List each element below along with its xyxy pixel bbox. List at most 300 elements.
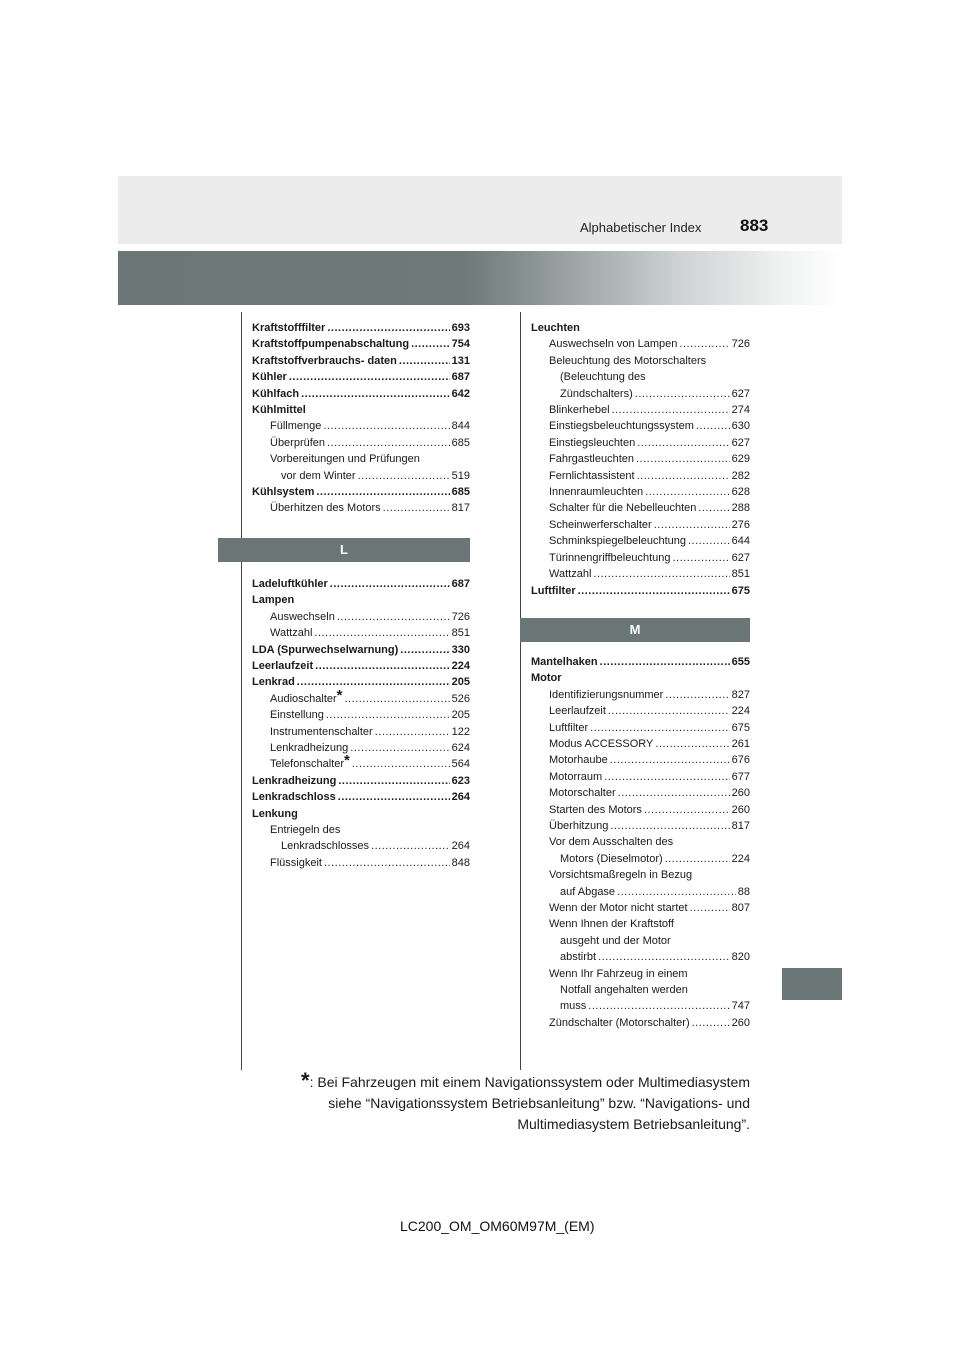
- index-entry-text: Fernlichtassistent: [549, 469, 635, 482]
- index-entry-text: Audioschalter: [270, 692, 337, 705]
- index-entry: [531, 386, 750, 402]
- index-entry: [252, 625, 470, 641]
- index-entry-text: muss: [560, 1000, 587, 1013]
- index-entry: [531, 517, 750, 533]
- index-entry-text: Überhitzung: [549, 819, 609, 832]
- index-entry: [252, 500, 470, 516]
- dot-leader: [383, 500, 450, 516]
- index-entry-page: 675: [731, 584, 750, 597]
- index-entry-label: [252, 353, 397, 369]
- index-entry-label: [560, 851, 663, 867]
- index-entry-label: [281, 468, 356, 484]
- index-entry-label: [270, 418, 321, 434]
- dot-leader: [610, 818, 729, 834]
- index-entry-label: [549, 566, 591, 582]
- index-entry-text: vor dem Winter: [281, 469, 356, 482]
- index-entry: [531, 900, 750, 916]
- index-entry: [531, 687, 750, 703]
- index-entry-text: Zündschalter (Motorschalter): [549, 1016, 690, 1029]
- index-entry-page: 526: [451, 692, 470, 705]
- dot-leader: [337, 609, 450, 625]
- index-entry-page: 807: [731, 902, 750, 914]
- index-entry-page: 261: [731, 737, 750, 750]
- index-entry-label: [549, 451, 634, 467]
- dot-leader: [644, 802, 730, 818]
- index-entry-page: 282: [731, 469, 750, 482]
- index-entry-label: [549, 550, 671, 566]
- index-entry-text: Einstellung: [270, 709, 324, 722]
- index-entry-page: 693: [451, 322, 470, 334]
- dot-leader: [673, 550, 730, 566]
- index-entry-label: [531, 654, 598, 670]
- index-entry: Notfall angehalten werden: [560, 984, 688, 997]
- index-entry: [531, 818, 750, 834]
- dot-leader: [411, 336, 450, 352]
- dot-leader: [688, 533, 730, 549]
- index-entry-label: [252, 484, 314, 500]
- dot-leader: [324, 855, 450, 871]
- header-gradient-bar: [118, 251, 842, 305]
- index-entry: (Beleuchtung des: [560, 371, 646, 384]
- letter-heading-l: L: [218, 538, 470, 562]
- index-entry-page: 205: [451, 676, 470, 689]
- index-entry-label: [270, 500, 381, 516]
- index-entry: [531, 884, 750, 900]
- index-entry-page: 644: [731, 535, 750, 548]
- index-entry-label: [252, 369, 287, 385]
- dot-leader: [598, 949, 730, 965]
- dot-leader: [608, 703, 730, 719]
- index-entry-label: [252, 336, 409, 352]
- index-entry: [531, 484, 750, 500]
- dot-leader: [301, 386, 450, 402]
- dot-leader: [326, 707, 450, 723]
- index-entry-text: Einstiegsleuchten: [549, 436, 636, 449]
- index-entry: [531, 1015, 750, 1031]
- index-entry: [531, 336, 750, 352]
- index-entry-label: [549, 500, 696, 516]
- index-entry: [252, 740, 470, 756]
- index-entry-page: 726: [731, 338, 750, 351]
- index-entry-page: 624: [451, 741, 470, 754]
- index-entry-text: Schalter für die Nebelleuchten: [549, 502, 697, 515]
- index-entry: [252, 789, 470, 805]
- index-entry-text: Leerlaufzeit: [252, 659, 314, 672]
- dot-leader: [314, 625, 449, 641]
- index-entry: [252, 686, 470, 707]
- column-divider-left: [241, 312, 242, 1070]
- index-entry-text: Starten des Motors: [549, 803, 642, 816]
- footnote: [301, 1070, 750, 1135]
- index-entry-label: [549, 687, 663, 703]
- dot-leader: [655, 736, 729, 752]
- index-entry-text: Modus ACCESSORY: [549, 737, 654, 750]
- index-entry-text: Lenkradschloss: [252, 791, 336, 804]
- index-entry-text: Lenkradheizung: [270, 741, 349, 754]
- dot-leader: [698, 500, 729, 516]
- index-entry-page: 677: [731, 770, 750, 783]
- index-entry-text: Überprüfen: [270, 436, 326, 449]
- index-entry: [531, 500, 750, 516]
- index-entry-text: Motorschalter: [549, 787, 616, 800]
- dot-leader: [645, 484, 729, 500]
- index-entry-page: 629: [731, 453, 750, 466]
- index-entry-label: [270, 435, 325, 451]
- index-entry-text: Einstiegsbeleuchtungssystem: [549, 420, 694, 433]
- index-entry-text: Instrumentenschalter: [270, 725, 373, 738]
- index-entry-page: 848: [451, 856, 470, 869]
- index-entry-label: [252, 773, 336, 789]
- index-entry-label: [549, 818, 608, 834]
- index-entry-text: Kraftstoffpumpenabschaltung: [252, 338, 410, 351]
- index-entry-page: 820: [731, 951, 750, 964]
- index-entry: [531, 785, 750, 801]
- index-entry-page: 628: [731, 486, 750, 499]
- index-entry-page: 88: [737, 885, 750, 898]
- footnote-star: *: [301, 1068, 310, 1093]
- index-entry: [252, 353, 470, 369]
- index-entry-page: 224: [731, 705, 750, 718]
- index-entry-page: 627: [731, 436, 750, 449]
- dot-leader: [696, 418, 730, 434]
- index-entry-page: 260: [731, 1016, 750, 1029]
- index-entry-page: 131: [451, 354, 470, 367]
- footnote-line-1: [301, 1070, 750, 1093]
- index-entry-text: Innenraumleuchten: [549, 486, 644, 499]
- dot-leader: [400, 642, 449, 658]
- index-entry: Vor dem Ausschalten des: [549, 836, 674, 849]
- index-entry-page: 754: [451, 338, 470, 351]
- footnote-text-1: : Bei Fahrzeugen mit einem Navigationssystem oder Multimediasystem: [309, 1074, 750, 1090]
- index-entry-text: auf Abgase: [560, 885, 616, 898]
- index-entry: [252, 838, 470, 854]
- index-entry-label: [270, 740, 348, 756]
- index-entry-label: [270, 609, 335, 625]
- index-entry-text: Lenkrad: [252, 676, 295, 689]
- index-entry-label: [270, 855, 322, 871]
- index-entry-text: Lenkradschlosses: [281, 840, 370, 853]
- index-entry-page: 288: [731, 502, 750, 515]
- index-entry: [531, 769, 750, 785]
- index-entry-label: [560, 386, 633, 402]
- index-entry-text: Kraftstoffverbrauchs- daten: [252, 354, 397, 367]
- index-entry-page: 747: [731, 1000, 750, 1013]
- index-entry-page: 122: [451, 725, 470, 738]
- index-entry: Wenn Ihnen der Kraftstoff: [549, 918, 674, 931]
- dot-leader: [375, 724, 450, 740]
- dot-leader: [590, 720, 730, 736]
- index-entry-page: 260: [731, 787, 750, 800]
- index-entry-page: 844: [451, 420, 470, 433]
- dot-leader: [327, 435, 450, 451]
- index-entry-page: 627: [731, 551, 750, 564]
- index-entry-label: [549, 900, 688, 916]
- index-entry-text: Kühler: [252, 371, 287, 384]
- dot-leader: [636, 451, 730, 467]
- index-entry: [531, 566, 750, 582]
- index-entry-page: 330: [451, 643, 470, 656]
- index-entry: [531, 802, 750, 818]
- dot-leader: [316, 484, 449, 500]
- dot-leader: [665, 851, 730, 867]
- index-entry-page: 274: [731, 404, 750, 417]
- index-entry-text: Wattzahl: [549, 568, 592, 581]
- index-entry-label: [270, 752, 350, 772]
- dot-leader: [399, 353, 450, 369]
- dot-leader: [350, 740, 449, 756]
- index-entry: Vorsichtsmaßregeln in Bezug: [549, 869, 693, 882]
- index-entry-text: Kühlsystem: [252, 486, 315, 499]
- index-entry: [531, 851, 750, 867]
- dot-leader: [617, 884, 736, 900]
- header-band: [118, 176, 842, 244]
- index-entry-label: [252, 674, 295, 690]
- index-entry: Kühlmittel: [252, 404, 306, 417]
- index-entry-page: 264: [451, 791, 470, 804]
- dot-leader: [315, 658, 450, 674]
- index-entry-label: [549, 533, 686, 549]
- dot-leader: [612, 402, 730, 418]
- index-entry: [531, 583, 750, 599]
- dot-leader: [327, 320, 449, 336]
- index-entry-label: [270, 686, 343, 707]
- index-entry: [531, 752, 750, 768]
- index-entry-text: abstirbt: [560, 951, 597, 964]
- index-entry-label: [252, 642, 398, 658]
- index-entry-text: LDA (Spurwechselwarnung): [252, 643, 399, 656]
- index-entry-text: Lenkradheizung: [252, 774, 337, 787]
- index-entry-label: [270, 625, 312, 641]
- index-entry-label: [549, 418, 694, 434]
- index-entry-label: [281, 838, 369, 854]
- index-entry: [252, 468, 470, 484]
- index-entry-label: [549, 402, 610, 418]
- index-entry-label: [549, 736, 653, 752]
- index-entry: [252, 674, 470, 690]
- index-entry-page: 685: [451, 486, 470, 499]
- index-entry-label: [549, 769, 602, 785]
- index-entry-text: Flüssigkeit: [270, 856, 322, 869]
- index-entry: ausgeht und der Motor: [560, 934, 671, 947]
- index-entry-page: 726: [451, 610, 470, 623]
- footnote-marker: *: [336, 686, 343, 704]
- index-entry: [252, 658, 470, 674]
- index-entry: Lampen: [252, 594, 295, 607]
- dot-leader: [637, 468, 730, 484]
- footnote-line-3: Multimediasystem Betriebsanleitung”.: [517, 1116, 750, 1132]
- index-entry-page: 642: [451, 387, 470, 400]
- index-entry: [252, 609, 470, 625]
- dot-leader: [578, 583, 730, 599]
- dot-leader: [358, 468, 450, 484]
- index-group-m: [531, 654, 750, 1031]
- index-entry: [252, 369, 470, 385]
- index-entry-label: [531, 583, 576, 599]
- index-entry-page: 224: [451, 659, 470, 672]
- index-entry-text: Wattzahl: [270, 627, 313, 640]
- index-entry-text: Fahrgastleuchten: [549, 453, 634, 466]
- index-entry-text: Ladeluftkühler: [252, 577, 328, 590]
- index-entry-page: 655: [731, 655, 750, 668]
- index-entry: [252, 724, 470, 740]
- index-group-leuchten: [531, 320, 750, 599]
- footnote-line-2: siehe “Navigationssystem Betriebsanleitung” bzw. “Navigations- und: [328, 1095, 750, 1111]
- dot-leader: [679, 336, 729, 352]
- index-entry-label: [549, 703, 606, 719]
- chapter-thumb-tab: [782, 968, 842, 1000]
- index-entry-text: Auswechseln: [270, 610, 335, 623]
- index-entry: [531, 720, 750, 736]
- index-entry: Beleuchtung des Motorschalters: [549, 354, 707, 367]
- index-entry-page: 687: [451, 577, 470, 590]
- index-entry: [531, 654, 750, 670]
- index-entry-label: [549, 720, 588, 736]
- index-entry-text: Zündschalters): [560, 387, 633, 400]
- index-entry-page: 817: [451, 502, 470, 515]
- index-entry-label: [252, 576, 328, 592]
- index-entry: Wenn Ihr Fahrzeug in einem: [549, 967, 688, 980]
- index-entry-text: Telefonschalter: [270, 758, 344, 771]
- dot-leader: [692, 1015, 730, 1031]
- dot-leader: [654, 517, 730, 533]
- index-entry-text: Blinkerhebel: [549, 404, 610, 417]
- index-entry-label: [549, 802, 642, 818]
- index-group-k: [252, 320, 470, 517]
- index-entry-label: [560, 949, 596, 965]
- index-entry-page: 827: [731, 688, 750, 701]
- dot-leader: [345, 691, 450, 707]
- dot-leader: [588, 998, 729, 1014]
- index-entry: Vorbereitungen und Prüfungen: [270, 453, 420, 466]
- index-entry: [531, 998, 750, 1014]
- index-entry: [252, 484, 470, 500]
- index-entry: [531, 468, 750, 484]
- index-entry-label: [252, 320, 325, 336]
- index-entry-page: 630: [731, 420, 750, 433]
- index-entry: Motor: [531, 672, 562, 685]
- index-entry-text: Schminkspiegelbeleuchtung: [549, 535, 686, 548]
- index-entry-label: [270, 724, 373, 740]
- column-divider-middle: [520, 312, 521, 1070]
- dot-leader: [690, 900, 730, 916]
- index-entry-page: 564: [451, 758, 470, 771]
- index-entry: [252, 752, 470, 772]
- index-entry: [252, 707, 470, 723]
- index-entry: [531, 949, 750, 965]
- index-entry: [252, 386, 470, 402]
- index-entry-text: Identifizierungsnummer: [549, 688, 664, 701]
- index-entry-label: [560, 998, 586, 1014]
- index-entry-text: Kühlfach: [252, 387, 300, 400]
- index-entry-page: 260: [731, 803, 750, 816]
- index-entry-text: Mantelhaken: [531, 655, 598, 668]
- index-entry-page: 685: [451, 436, 470, 449]
- dot-leader: [593, 566, 729, 582]
- index-entry-label: [560, 884, 615, 900]
- dot-leader: [330, 576, 450, 592]
- dot-leader: [618, 785, 730, 801]
- index-entry-page: 817: [731, 819, 750, 832]
- index-entry-label: [549, 468, 635, 484]
- index-entry-label: [549, 517, 652, 533]
- index-entry-text: Türinnengriffbeleuchtung: [549, 551, 671, 564]
- index-entry-text: Motorraum: [549, 770, 603, 783]
- index-entry: [252, 773, 470, 789]
- dot-leader: [297, 674, 450, 690]
- dot-leader: [604, 769, 729, 785]
- index-entry-text: Motorhaube: [549, 754, 608, 767]
- index-entry-page: 224: [731, 852, 750, 865]
- index-entry-text: Kraftstofffilter: [252, 322, 326, 334]
- index-entry: Leuchten: [531, 322, 580, 334]
- dot-leader: [600, 654, 730, 670]
- index-column-left: [252, 320, 470, 871]
- index-entry-text: Leerlaufzeit: [549, 705, 606, 718]
- index-entry: [531, 533, 750, 549]
- index-entry: Entriegeln des: [270, 823, 341, 836]
- dot-leader: [289, 369, 450, 385]
- index-entry-text: Motors (Dieselmotor): [560, 852, 663, 865]
- index-entry: [252, 336, 470, 352]
- index-entry: [531, 435, 750, 451]
- index-entry-text: Überhitzen des Motors: [270, 502, 381, 515]
- index-entry: [531, 418, 750, 434]
- index-entry-label: [252, 789, 336, 805]
- index-entry-text: Wenn der Motor nicht startet: [549, 902, 688, 914]
- dot-leader: [610, 752, 730, 768]
- index-entry: [252, 435, 470, 451]
- index-entry: Lenkung: [252, 807, 298, 820]
- index-entry-page: 205: [451, 709, 470, 722]
- index-entry-label: [252, 386, 299, 402]
- index-entry: [252, 418, 470, 434]
- index-entry: [252, 855, 470, 871]
- dot-leader: [352, 756, 450, 772]
- index-entry-label: [549, 1015, 690, 1031]
- index-entry-text: Scheinwerferschalter: [549, 518, 652, 531]
- footnote-marker: *: [344, 752, 350, 770]
- index-entry: [252, 320, 470, 336]
- index-entry-text: Luftfilter: [549, 721, 589, 734]
- index-entry: [531, 703, 750, 719]
- page-number: 883: [740, 216, 769, 235]
- dot-leader: [323, 418, 449, 434]
- index-entry: [531, 550, 750, 566]
- index-entry-page: 851: [731, 568, 750, 581]
- index-entry-page: 627: [731, 387, 750, 400]
- index-entry-label: [549, 484, 643, 500]
- index-entry-text: Füllmenge: [270, 420, 322, 433]
- index-entry-text: Luftfilter: [531, 584, 576, 597]
- index-entry-page: 687: [451, 371, 470, 384]
- index-entry-page: 276: [731, 518, 750, 531]
- index-entry: [252, 576, 470, 592]
- dot-leader: [338, 773, 449, 789]
- dot-leader: [635, 386, 730, 402]
- section-title: Alphabetischer Index: [580, 220, 702, 235]
- index-entry-text: Auswechseln von Lampen: [549, 338, 678, 351]
- index-entry: [252, 642, 470, 658]
- index-entry: [531, 402, 750, 418]
- letter-heading-m: M: [520, 618, 750, 642]
- index-entry-label: [549, 752, 608, 768]
- index-entry-page: 676: [731, 754, 750, 767]
- index-entry-label: [549, 435, 635, 451]
- index-entry: [531, 736, 750, 752]
- index-entry-label: [270, 707, 324, 723]
- dot-leader: [637, 435, 729, 451]
- index-entry: [531, 451, 750, 467]
